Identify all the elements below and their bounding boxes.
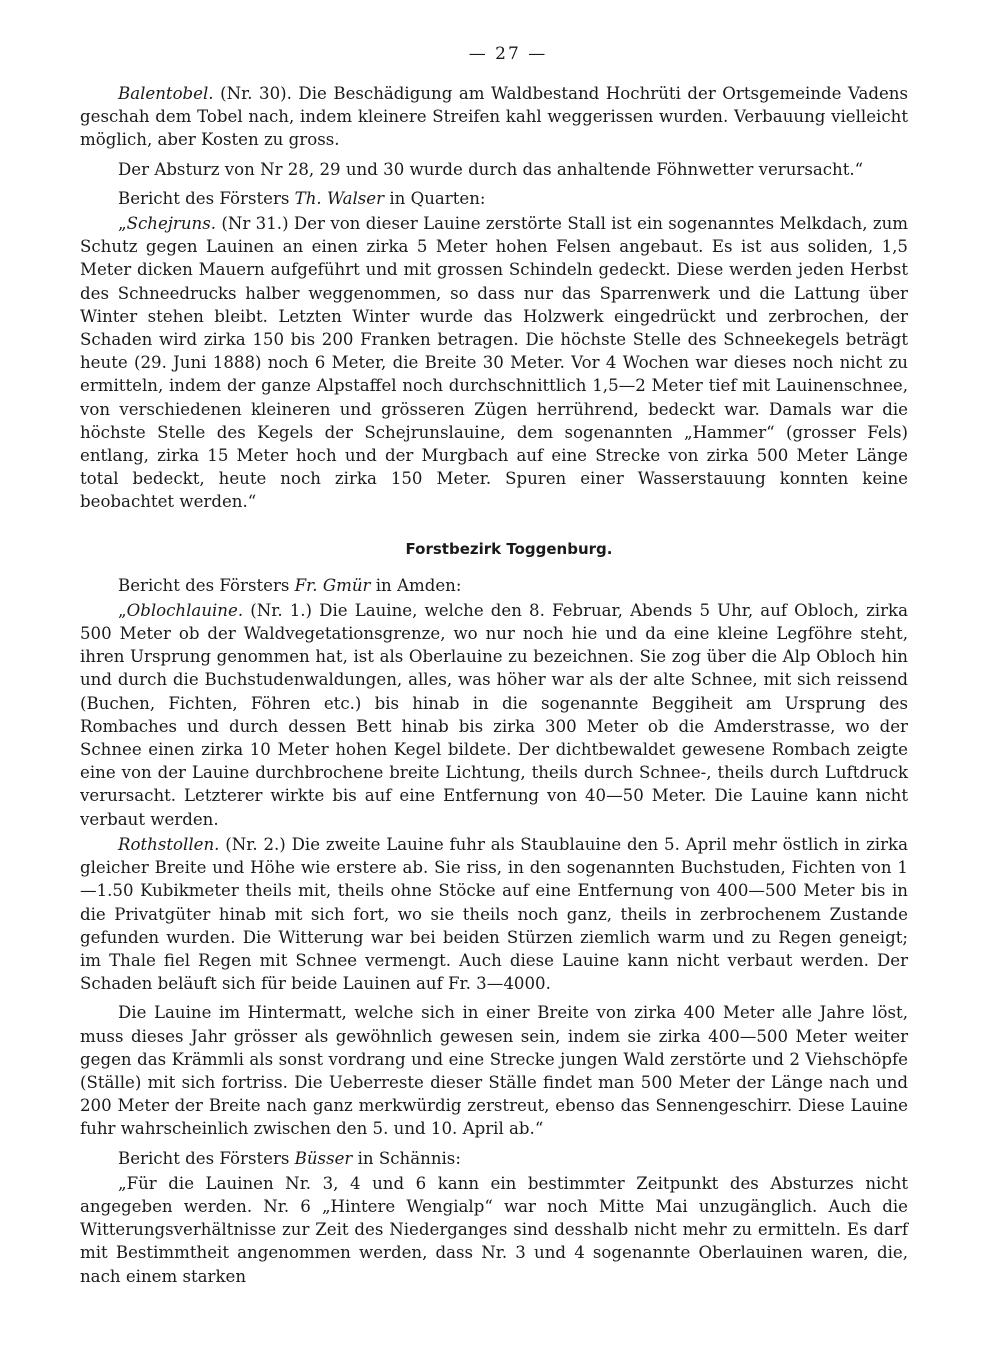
place-name: Balentobel. bbox=[118, 84, 214, 103]
paragraph-oblochlauine bbox=[80, 599, 908, 831]
page-number: — 27 — bbox=[468, 44, 548, 64]
paragraph-text: Die Lauine im Hintermatt, welche sich in einer Breite von zirka 400 Meter alle Jahre löst, muss dieses Jahr grösser als gewöhnlich gewesen sein, indem sie zirka 400—500 Meter weiter gegen das Krämmli als sonst vordrang und eine Strecke jungen Wald zerstörte und 2 Viehschöpfe (Ställe) mit sich fortriss. Die Ueberreste dieser Ställe findet man 500 Meter der Länge nach und 200 Meter der Breite nach ganz merkwürdig zerstreut, ebenso das Sennengeschirr. Diese Lauine fuhr wahrscheinlich zwischen den 5. und 10. April ab.“ bbox=[80, 1003, 908, 1139]
report-prefix: Bericht des Försters bbox=[118, 188, 295, 208]
place-name: Schejruns. bbox=[126, 214, 217, 234]
paragraph-lauinen-3-4-6 bbox=[80, 1172, 908, 1288]
section-title: Forstbezirk Toggenburg. bbox=[405, 539, 613, 558]
paragraph-balentobel bbox=[80, 82, 908, 152]
paragraph-absturz bbox=[80, 158, 908, 181]
open-quote: „ bbox=[118, 214, 127, 234]
report-suffix: in Schännis: bbox=[352, 1148, 461, 1168]
place-name: Rothstollen. bbox=[118, 834, 220, 854]
report-prefix: Bericht des Försters bbox=[118, 575, 295, 595]
paragraph-hintermatt bbox=[80, 1001, 908, 1140]
paragraph-text: (Nr. 2.) Die zweite Lauine fuhr als Staublauine den 5. April mehr östlich in zirka gleicher Breite und Höhe wie erstere ab. Sie riss, in den sogenannten Buchstuden, Fichten von 1—1.50 Kubikmeter theils mit, theils ohne Stöcke auf eine Entfernung von 400—500 Meter bis in die Privatgüter hinab mit sich fort, wo sie theils noch ganz, theils in zerbrochenem Zustande gefunden wurden. Die Witterung war bei beiden Stürzen ziemlich warm und zu Regen geneigt; im Thale fiel Regen mit Schnee vermengt. Auch diese Lauine kann nicht verbaut werden. Der Schaden beläuft sich für beide Lauinen auf Fr. 3—4000. bbox=[80, 834, 908, 994]
paragraph-text: (Nr. 30). Die Beschädigung am Waldbestand Hochrüti der Ortsgemeinde Vadens geschah dem Tobel nach, indem kleinere Streifen kahl weggerissen wurden. Verbauung vielleicht möglich, aber Kosten zu gross. bbox=[80, 84, 908, 150]
paragraph-rothstollen bbox=[80, 833, 908, 995]
paragraph-text: Der Absturz von Nr 28, 29 und 30 wurde durch das anhaltende Föhnwetter verursacht.“ bbox=[118, 159, 864, 179]
report-heading-gmuer bbox=[80, 574, 908, 597]
paragraph-schejruns bbox=[80, 212, 908, 514]
open-quote: „ bbox=[118, 600, 127, 620]
forester-name: Büsser bbox=[294, 1148, 353, 1168]
paragraph-text: (Nr. 1.) Die Lauine, welche den 8. Februar, Abends 5 Uhr, auf Obloch, zirka 500 Meter ob der Waldvegetationsgrenze, wo nur noch hie und da eine kleine Legföhre steht, ihren Ursprung genommen hat, ist als Oberlauine zu bezeichnen. Sie zog über die Alp Obloch hin und durch die Buchstudenwaldungen, alles, was höher war als der alte Schnee, mit sich reissend (Buchen, Fichten, Föhren etc.) bis hinab in die sogenannte Beggiheit am Ursprung des Rombaches und durch dessen Bett hinab bis zirka 300 Meter ob die Amderstrasse, wo der Schnee einen zirka 10 Meter hohen Kegel bildete. Der dichtbewaldet gewesene Rombach zeigte eine von der Lauine durchbrochene breite Lichtung, theils durch Schnee-, theils durch Luftdruck verursacht. Letzterer wirkte bis auf eine Entfernung von 40—50 Meter. Die Lauine kann nicht verbaut werden. bbox=[80, 600, 908, 829]
paragraph-text: „Für die Lauinen Nr. 3, 4 und 6 kann ein bestimmter Zeitpunkt des Absturzes nicht angegeben werden. Nr. 6 „Hintere Wengialp“ war noch Mitte Mai unzugänglich. Auch die Witterungsverhältnisse zur Zeit des Niederganges sind desshalb nicht mehr zu ermitteln. Es darf mit Bestimmtheit angenommen werden, dass Nr. 3 und 4 sogenannte Oberlauinen waren, die, nach einem starken bbox=[80, 1173, 908, 1286]
forester-name: Th. Walser bbox=[294, 188, 385, 208]
report-suffix: in Quarten: bbox=[384, 188, 486, 208]
report-suffix: in Amden: bbox=[370, 575, 462, 595]
report-prefix: Bericht des Försters bbox=[118, 1148, 295, 1168]
report-heading-buesser bbox=[80, 1147, 908, 1170]
paragraph-text: (Nr 31.) Der von dieser Lauine zerstörte Stall ist ein sogenanntes Melkdach, zum Schutz gegen Lauinen an einen zirka 5 Meter hohen Felsen angebaut. Es ist aus soliden, 1,5 Meter dicken Mauern aufgeführt und mit grossen Schindeln gedeckt. Diese werden jeden Herbst des Schneedrucks halber weggenommen, so dass nur das Sparrenwerk und die Lattung über Winter stehen bleibt. Letzten Winter wurde das Holzwerk eingedrückt und zerbrochen, der Schaden wird zirka 150 bis 200 Franken betragen. Die höchste Stelle des Schneekegels beträgt heute (29. Juni 1888) noch 6 Meter, die Breite 30 Meter. Vor 4 Wochen war dieses noch nicht zu ermitteln, indem der ganze Alpstaffel noch durchschnittlich 1,5—2 Meter tief mit Lauinenschnee, von verschiedenen kleineren und grösseren Zügen herrührend, bedeckt war. Damals war die höchste Stelle des Kegels der Schejrunslauine, dem sogenannten „Hammer“ (grosser Fels) entlang, zirka 15 Meter hoch und der Murgbach auf eine Strecke von zirka 500 Meter Länge total bedeckt, heute noch zirka 150 Meter. Spuren einer Wasserstauung konnten keine beobachtet werden.“ bbox=[80, 214, 908, 512]
place-name: Oblochlauine. bbox=[126, 600, 244, 620]
report-heading-walser bbox=[80, 187, 908, 210]
forester-name: Fr. Gmür bbox=[294, 575, 371, 595]
